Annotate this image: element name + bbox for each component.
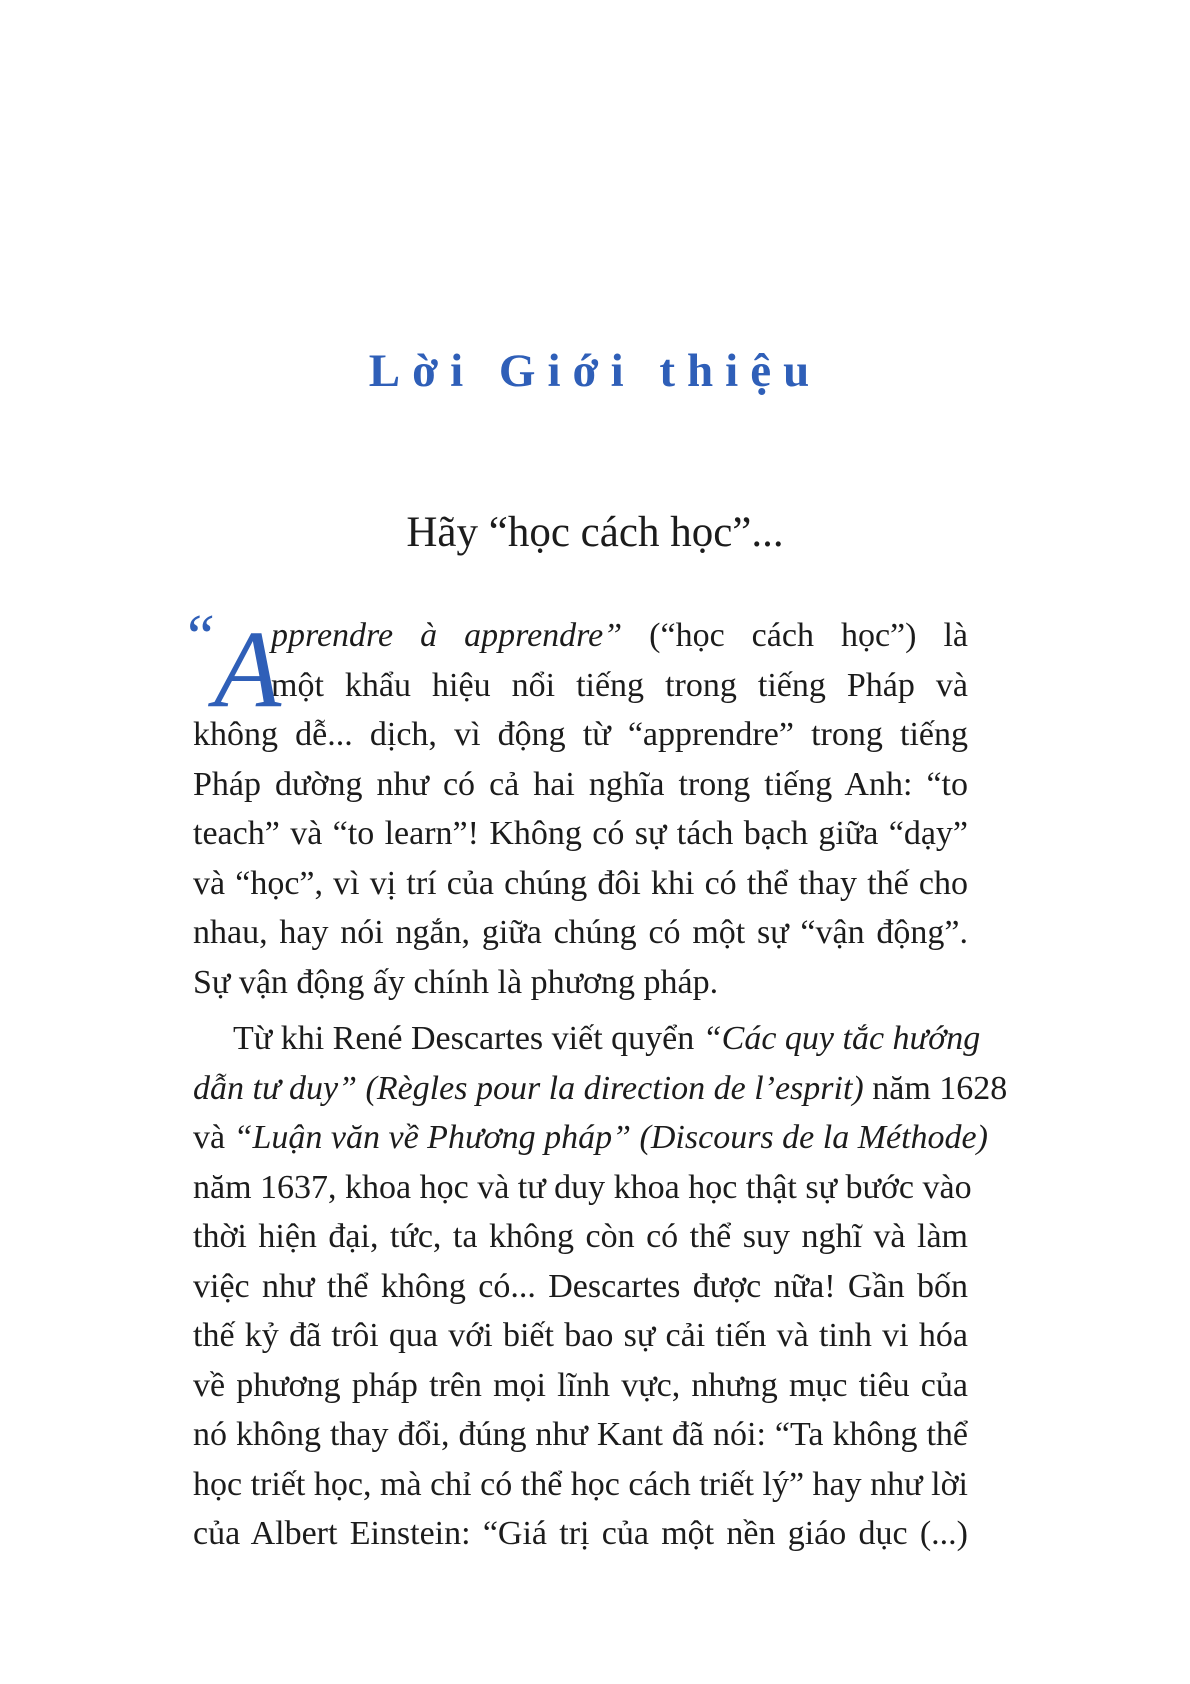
paragraph-2-line: học triết học, mà chỉ có thể học cách triết lý” hay như lời [193,1465,968,1503]
paragraph-1-line: Sự vận động ấy chính là phương pháp. [193,963,719,1001]
paragraph-1-line: không dễ... dịch, vì động từ “apprendre” trong tiếng [193,716,968,753]
paragraph-2-line: năm 1637, khoa học và tư duy khoa học thật sự bước vào [193,1168,972,1206]
paragraph-2-line: nó không thay đổi, đúng như Kant đã nói: “Ta không thể [193,1416,968,1453]
paragraph-1-line: Pháp dường như có cả hai nghĩa trong tiếng Anh: “to [193,765,968,803]
paragraph-1-line [193,611,968,661]
paragraph-1-line: một khẩu hiệu nổi tiếng trong tiếng Pháp và [271,666,968,704]
paragraph-2-line: thế kỷ đã trôi qua với biết bao sự cải tiến và tinh vi hóa [193,1317,968,1354]
paragraph-2-line [193,1064,1008,1114]
paragraph-1-line: nhau, hay nói ngắn, giữa chúng có một sự “vận động”. [193,914,968,951]
paragraph-2-line [193,1113,988,1163]
section-title: Hãy “học cách học”... [406,509,784,556]
drop-cap-quote-mark: “ [181,603,216,671]
paragraph-2-line-2-italic: dẫn tư duy” (Règles pour la direction de l’esprit) [193,1069,864,1107]
paragraph-1-line: và “học”, vì vị trí của chúng đôi khi có thể thay thế cho [193,864,968,902]
paragraph-2-line-3-italic: “Luận văn về Phương pháp” (Discours de la Méthode) [233,1119,988,1156]
drop-cap-letter: A [214,608,282,730]
body-text [181,603,1008,1559]
paragraph-2-line [193,1014,981,1064]
paragraph-1-line: teach” và “to learn”! Không có sự tách bạch giữa “dạy” [193,815,968,852]
paragraph-2 [193,1014,1008,1559]
paragraph-2-line-1-plain: Từ khi René Descartes viết quyển [233,1020,703,1057]
paragraph-1-line-1-italic: pprendre à apprendre” [271,617,623,654]
paragraph-2-line-2-plain: năm 1628 [863,1069,1008,1107]
paragraph-2-line-3-plain: và [193,1119,234,1156]
paragraph-1 [181,603,968,1007]
paragraph-2-line: việc như thể không có... Descartes được nữa! Gần bốn [193,1267,968,1305]
drop-cap [181,603,282,730]
chapter-title: Lời Giới thiệu [368,345,822,397]
paragraph-1-line-1-rest: (“học cách học”) là [622,617,968,654]
paragraph-2-line-1-italic: “Các quy tắc hướng [702,1020,981,1057]
paragraph-2-line: của Albert Einstein: “Giá trị của một nền giáo dục (...) [193,1515,968,1552]
paragraph-2-line: về phương pháp trên mọi lĩnh vực, nhưng mục tiêu của [193,1366,968,1404]
paragraph-2-line: thời hiện đại, tức, ta không còn có thể suy nghĩ và làm [193,1218,968,1255]
